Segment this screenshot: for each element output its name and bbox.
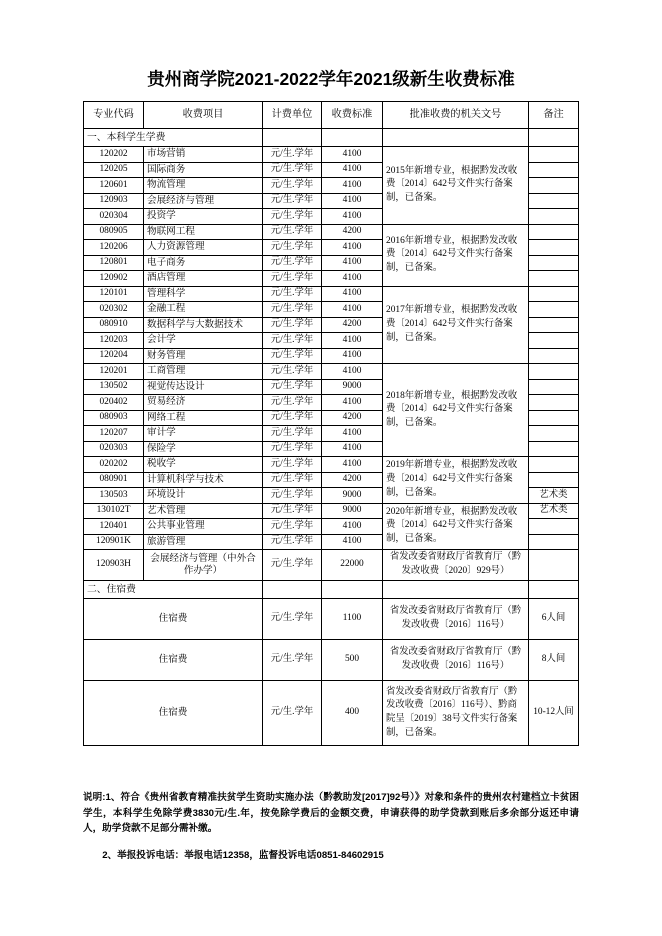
cell-note (529, 348, 579, 364)
cell-unit: 元/生.学年 (263, 147, 322, 163)
cell-unit: 元/生.学年 (263, 488, 322, 504)
section-spacer-note (529, 581, 579, 599)
cell-unit: 元/生.学年 (263, 599, 322, 640)
section-spacer-note (529, 129, 579, 147)
cell-note: 10-12人间 (529, 681, 579, 746)
section-spacer-approval (383, 581, 529, 599)
cell-unit: 元/生.学年 (263, 681, 322, 746)
cell-unit: 元/生.学年 (263, 395, 322, 411)
cell-code: 080901 (84, 472, 144, 488)
cell-amount: 9000 (322, 488, 383, 504)
cell-code: 020202 (84, 457, 144, 473)
cell-approval: 省发改委省财政厅省教育厅（黔发改收费〔2020〕929号） (383, 550, 529, 581)
cell-amount: 9000 (322, 503, 383, 519)
cell-item: 审计学 (144, 426, 263, 442)
table-header (84, 102, 579, 129)
table-row (84, 147, 579, 163)
cell-item: 管理科学 (144, 286, 263, 302)
cell-unit: 元/生.学年 (263, 534, 322, 550)
cell-item: 住宿费 (84, 681, 263, 746)
note-line-1: 说明:1、符合《贵州省教育精准扶贫学生资助实施办法（黔教助发[2017]92号）》对象和条件的贵州农村建档立卡贫困学生，本科学生免除学费3830元/生.年，按免除学费后的金额交费，申请获得的助学贷款到账后多余部分返还申请人，助学贷款不足部分需补缴。 (83, 792, 579, 835)
cell-code: 130502 (84, 379, 144, 395)
cell-unit: 元/生.学年 (263, 550, 322, 581)
table-row (84, 364, 579, 380)
cell-note (529, 209, 579, 225)
cell-code: 120207 (84, 426, 144, 442)
column-header-code: 专业代码 (84, 102, 144, 129)
table-header-row (84, 102, 579, 129)
cell-note (529, 333, 579, 349)
cell-code: 120201 (84, 364, 144, 380)
cell-code: 120206 (84, 240, 144, 256)
cell-amount: 4100 (322, 395, 383, 411)
cell-item: 公共事业管理 (144, 519, 263, 535)
cell-amount: 4100 (322, 364, 383, 380)
cell-unit: 元/生.学年 (263, 162, 322, 178)
fee-standard-table (83, 101, 579, 746)
note-line-2: 2、举报投诉电话：举报电话12358，监督投诉电话0851-84602915 (102, 849, 384, 861)
page-title: 贵州商学院2021-2022学年2021级新生收费标准 (147, 69, 515, 89)
cell-unit: 元/生.学年 (263, 224, 322, 240)
cell-amount: 4100 (322, 193, 383, 209)
cell-note (529, 240, 579, 256)
cell-code: 130503 (84, 488, 144, 504)
cell-unit: 元/生.学年 (263, 255, 322, 271)
cell-amount: 9000 (322, 379, 383, 395)
section-spacer-amount (322, 129, 383, 147)
cell-unit: 元/生.学年 (263, 426, 322, 442)
cell-unit: 元/生.学年 (263, 410, 322, 426)
cell-amount: 4200 (322, 472, 383, 488)
cell-unit: 元/生.学年 (263, 271, 322, 287)
cell-unit: 元/生.学年 (263, 286, 322, 302)
cell-note: 艺术类 (529, 488, 579, 504)
cell-amount: 4200 (322, 317, 383, 333)
cell-item: 金融工程 (144, 302, 263, 318)
cell-amount: 4100 (322, 162, 383, 178)
section-row-accommodation (84, 581, 579, 599)
cell-note (529, 379, 579, 395)
cell-unit: 元/生.学年 (263, 302, 322, 318)
cell-item: 电子商务 (144, 255, 263, 271)
table-row-lodging (84, 599, 579, 640)
document-notes (83, 790, 579, 863)
table-row-lodging (84, 681, 579, 746)
cell-amount: 4100 (322, 441, 383, 457)
table-row (84, 503, 579, 519)
cell-unit: 元/生.学年 (263, 348, 322, 364)
cell-code: 020304 (84, 209, 144, 225)
section-spacer-amount (322, 581, 383, 599)
cell-code: 120204 (84, 348, 144, 364)
table-row (84, 286, 579, 302)
cell-code: 120801 (84, 255, 144, 271)
cell-unit: 元/生.学年 (263, 379, 322, 395)
cell-approval: 2020年新增专业，根据黔发改收费〔2014〕642号文件实行备案制，已备案。 (383, 503, 529, 550)
cell-approval: 2019年新增专业，根据黔发改收费〔2014〕642号文件实行备案制，已备案。 (383, 457, 529, 504)
cell-item: 视觉传达设计 (144, 379, 263, 395)
cell-item: 保险学 (144, 441, 263, 457)
cell-approval: 省发改委省财政厅省教育厅（黔发改收费〔2016〕116号） (383, 599, 529, 640)
cell-amount: 500 (322, 640, 383, 681)
cell-item: 艺术管理 (144, 503, 263, 519)
cell-item: 国际商务 (144, 162, 263, 178)
cell-amount: 4100 (322, 240, 383, 256)
cell-item: 人力资源管理 (144, 240, 263, 256)
cell-unit: 元/生.学年 (263, 333, 322, 349)
cell-code: 120203 (84, 333, 144, 349)
cell-item: 市场营销 (144, 147, 263, 163)
column-header-note: 备注 (529, 102, 579, 129)
cell-unit: 元/生.学年 (263, 441, 322, 457)
table-row-joint-program (84, 550, 579, 581)
table-row (84, 457, 579, 473)
cell-item: 投资学 (144, 209, 263, 225)
cell-unit: 元/生.学年 (263, 503, 322, 519)
cell-unit: 元/生.学年 (263, 364, 322, 380)
cell-amount: 4100 (322, 534, 383, 550)
cell-note (529, 193, 579, 209)
cell-amount: 22000 (322, 550, 383, 581)
cell-item: 物流管理 (144, 178, 263, 194)
cell-unit: 元/生.学年 (263, 193, 322, 209)
cell-unit: 元/生.学年 (263, 640, 322, 681)
cell-note (529, 224, 579, 240)
cell-amount: 4100 (322, 426, 383, 442)
cell-approval: 2015年新增专业，根据黔发改收费〔2014〕642号文件实行备案制，已备案。 (383, 147, 529, 225)
cell-amount: 4100 (322, 348, 383, 364)
cell-unit: 元/生.学年 (263, 240, 322, 256)
cell-code: 120601 (84, 178, 144, 194)
cell-code: 130102T (84, 503, 144, 519)
column-header-standard: 收费标准 (322, 102, 383, 129)
cell-note (529, 410, 579, 426)
cell-item: 贸易经济 (144, 395, 263, 411)
table-row-lodging (84, 640, 579, 681)
cell-item: 住宿费 (84, 640, 263, 681)
cell-note: 艺术类 (529, 503, 579, 519)
cell-code: 080905 (84, 224, 144, 240)
cell-unit: 元/生.学年 (263, 317, 322, 333)
cell-item: 会展经济与管理 (144, 193, 263, 209)
cell-code: 080903 (84, 410, 144, 426)
cell-item: 工商管理 (144, 364, 263, 380)
cell-approval: 2018年新增专业，根据黔发改收费〔2014〕642号文件实行备案制，已备案。 (383, 364, 529, 457)
cell-item: 物联网工程 (144, 224, 263, 240)
cell-amount: 4100 (322, 457, 383, 473)
cell-amount: 4100 (322, 178, 383, 194)
table-row (84, 224, 579, 240)
cell-unit: 元/生.学年 (263, 457, 322, 473)
cell-item: 住宿费 (84, 599, 263, 640)
cell-code: 020303 (84, 441, 144, 457)
cell-code: 120205 (84, 162, 144, 178)
cell-note: 8人间 (529, 640, 579, 681)
cell-amount: 1100 (322, 599, 383, 640)
cell-item: 酒店管理 (144, 271, 263, 287)
cell-amount: 4100 (322, 255, 383, 271)
cell-amount: 4100 (322, 271, 383, 287)
section-spacer-unit (263, 581, 322, 599)
column-header-unit: 计费单位 (263, 102, 322, 129)
cell-amount: 4100 (322, 147, 383, 163)
cell-note (529, 426, 579, 442)
cell-code: 080910 (84, 317, 144, 333)
cell-amount: 4200 (322, 410, 383, 426)
cell-code: 020402 (84, 395, 144, 411)
cell-amount: 4100 (322, 209, 383, 225)
cell-code: 120903H (84, 550, 144, 581)
cell-amount: 400 (322, 681, 383, 746)
cell-unit: 元/生.学年 (263, 209, 322, 225)
cell-item: 会展经济与管理（中外合作办学） (144, 550, 263, 581)
cell-code: 120903 (84, 193, 144, 209)
cell-code: 120101 (84, 286, 144, 302)
cell-note (529, 441, 579, 457)
cell-note (529, 534, 579, 550)
cell-note (529, 457, 579, 473)
cell-code: 120401 (84, 519, 144, 535)
cell-amount: 4100 (322, 333, 383, 349)
cell-amount: 4100 (322, 519, 383, 535)
column-header-approval: 批准收费的机关文号 (383, 102, 529, 129)
cell-item: 网络工程 (144, 410, 263, 426)
cell-note (529, 317, 579, 333)
cell-code: 120202 (84, 147, 144, 163)
cell-note (529, 302, 579, 318)
section-spacer-approval (383, 129, 529, 147)
cell-note (529, 286, 579, 302)
cell-note (529, 271, 579, 287)
cell-code: 120901K (84, 534, 144, 550)
cell-note (529, 519, 579, 535)
cell-unit: 元/生.学年 (263, 472, 322, 488)
cell-approval: 省发改委省财政厅省教育厅（黔发改收费〔2016〕116号） (383, 640, 529, 681)
cell-note (529, 255, 579, 271)
cell-approval: 2017年新增专业，根据黔发改收费〔2014〕642号文件实行备案制，已备案。 (383, 286, 529, 364)
cell-note (529, 364, 579, 380)
cell-amount: 4200 (322, 224, 383, 240)
cell-item: 会计学 (144, 333, 263, 349)
cell-approval: 2016年新增专业，根据黔发改收费〔2014〕642号文件实行备案制，已备案。 (383, 224, 529, 286)
cell-unit: 元/生.学年 (263, 519, 322, 535)
cell-item: 税收学 (144, 457, 263, 473)
cell-amount: 4100 (322, 286, 383, 302)
cell-unit: 元/生.学年 (263, 178, 322, 194)
cell-item: 数据科学与大数据技术 (144, 317, 263, 333)
cell-item: 财务管理 (144, 348, 263, 364)
cell-note (529, 147, 579, 163)
section-spacer-unit (263, 129, 322, 147)
cell-note (529, 395, 579, 411)
cell-note (529, 472, 579, 488)
cell-item: 环境设计 (144, 488, 263, 504)
section-label-undergrad: 一、本科学生学费 (84, 129, 263, 147)
table-body (84, 129, 579, 746)
column-header-item: 收费项目 (144, 102, 263, 129)
section-label-accommodation: 二、住宿费 (84, 581, 263, 599)
cell-note (529, 162, 579, 178)
cell-code: 020302 (84, 302, 144, 318)
cell-note: 6人间 (529, 599, 579, 640)
cell-code: 120902 (84, 271, 144, 287)
cell-amount: 4100 (322, 302, 383, 318)
cell-note (529, 178, 579, 194)
section-row-undergrad (84, 129, 579, 147)
cell-note (529, 550, 579, 581)
cell-item: 计算机科学与技术 (144, 472, 263, 488)
cell-item: 旅游管理 (144, 534, 263, 550)
cell-approval: 省发改委省财政厅省教育厅（黔发改收费〔2016〕116号）、黔商院呈〔2019〕38号文件实行备案制，已备案。 (383, 681, 529, 746)
